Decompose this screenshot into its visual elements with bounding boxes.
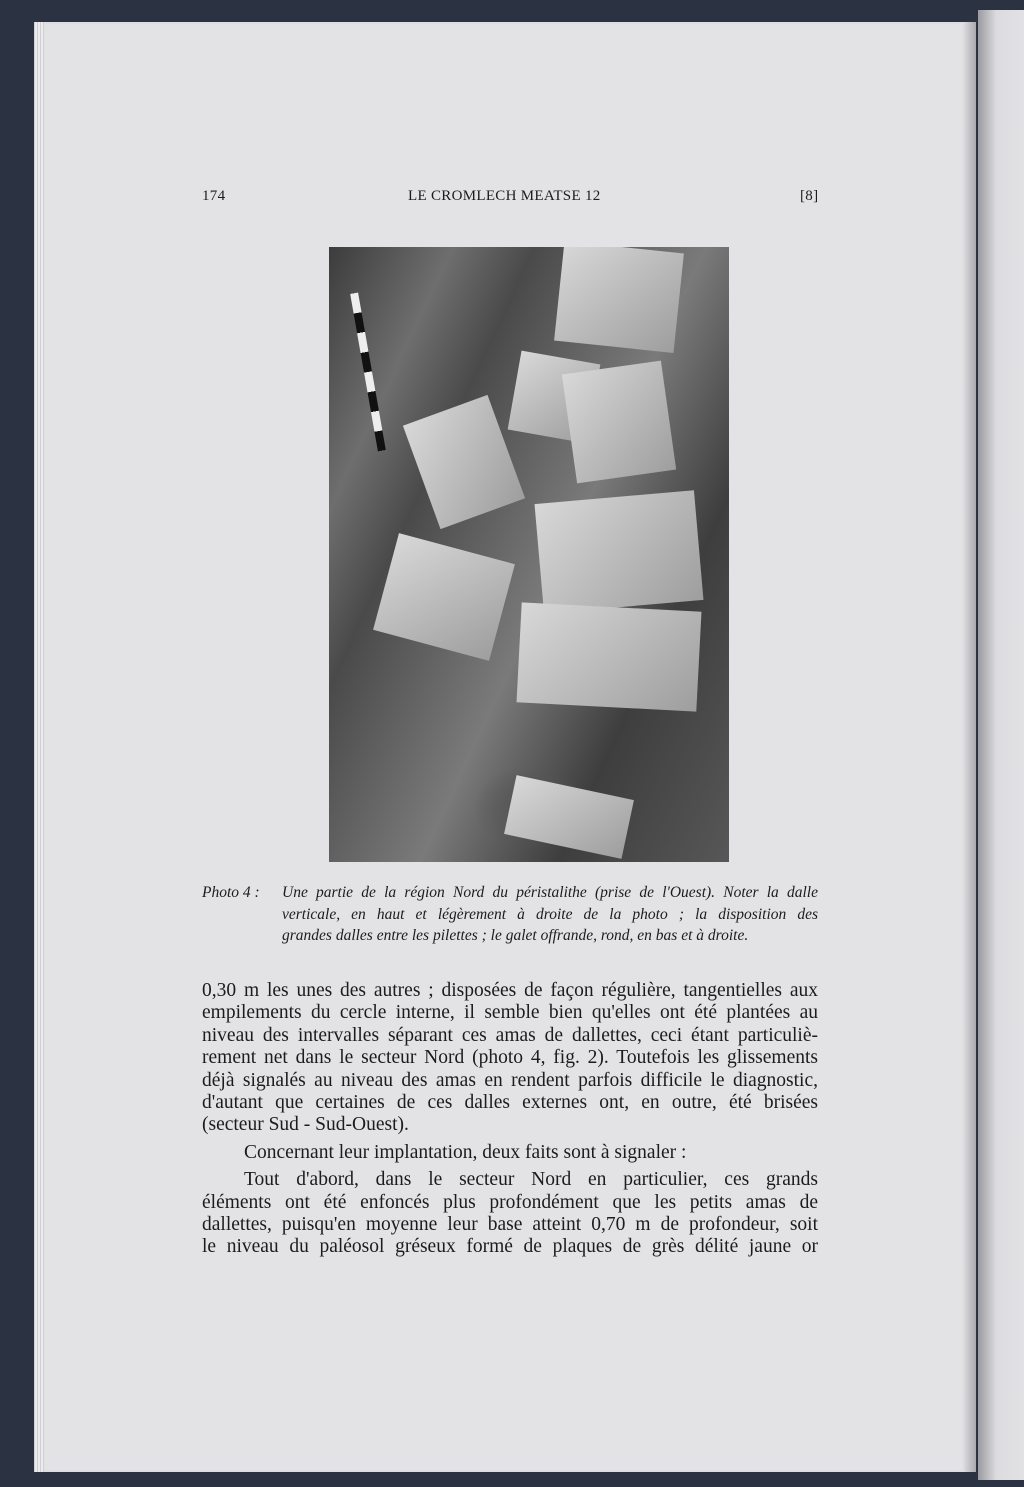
text-line: (secteur Sud - Sud-Ouest). — [202, 1114, 409, 1136]
next-page-edge — [978, 10, 1024, 1480]
caption-label: Photo 4 : — [202, 884, 260, 901]
photo-caption — [202, 882, 818, 947]
caption-line: verticale, en haut et légèrement à droite de la photo ; la disposition des — [282, 905, 818, 923]
text-line: déjà signalés au niveau des amas en rendent parfois difficile le diagnostic, — [202, 1069, 818, 1091]
text-line: Tout d'abord, dans le secteur Nord en particulier, ces grands — [244, 1169, 818, 1191]
scale-bar — [350, 293, 386, 452]
gutter-shadow — [962, 22, 976, 1472]
text-line: empilements du cercle interne, il semble bien qu'elles ont été plantées au — [202, 1002, 818, 1024]
running-title: LE CROMLECH MEATSE 12 — [408, 188, 601, 204]
caption-line: Une partie de la région Nord du péristalithe (prise de l'Ouest). Noter la dalle — [282, 884, 818, 901]
caption-line: grandes dalles entre les pilettes ; le galet offrande, rond, en bas et à droite. — [282, 927, 749, 944]
body-text — [202, 980, 818, 1259]
section-marker: [8] — [800, 188, 819, 204]
text-line: niveau des intervalles séparant ces amas de dallettes, ceci étant particuliè- — [202, 1024, 818, 1046]
text-line: 0,30 m les unes des autres ; disposées de façon régulière, tangentielles aux — [202, 980, 818, 1001]
text-line: d'autant que certaines de ces dalles externes ont, en outre, été brisées — [202, 1092, 818, 1114]
text-line: le niveau du paléosol gréseux formé de plaques de grès délité jaune or — [202, 1236, 818, 1258]
text-line: éléments ont été enfoncés plus profondément que les petits amas de — [202, 1191, 818, 1213]
text-line: dallettes, puisqu'en moyenne leur base atteint 0,70 m de profondeur, soit — [202, 1214, 818, 1236]
page-edge — [34, 22, 44, 1472]
text-line: rement net dans le secteur Nord (photo 4, fig. 2). Toutefois les glissements — [202, 1047, 818, 1069]
page-number: 174 — [202, 188, 226, 204]
text-line: Concernant leur implantation, deux faits sont à signaler : — [244, 1141, 687, 1163]
excavation-photo — [329, 247, 729, 862]
